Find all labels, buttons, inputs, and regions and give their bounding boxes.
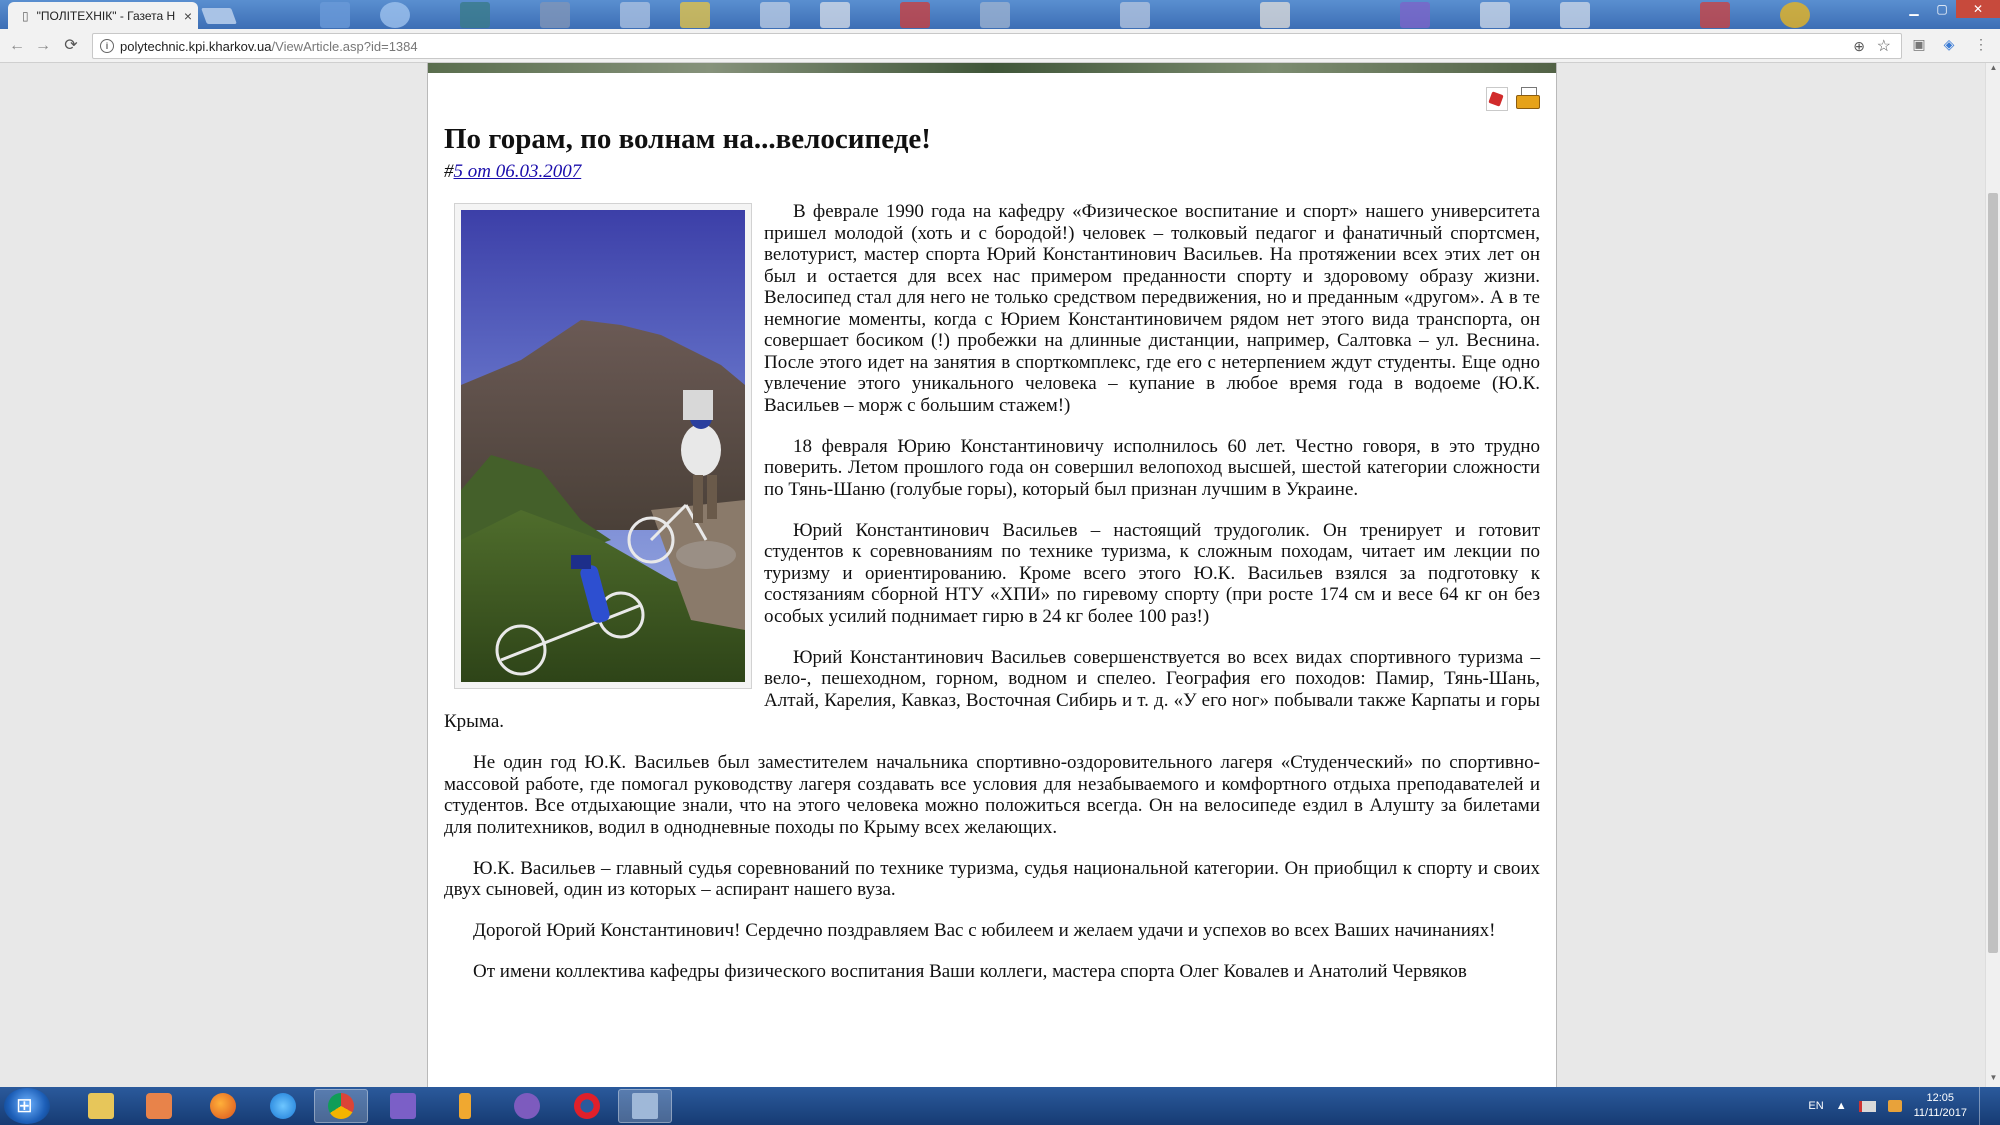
background-icon bbox=[1780, 2, 1810, 28]
article-title: По горам, по волнам на...велосипеде! bbox=[444, 123, 931, 155]
taskbar-window-app[interactable] bbox=[618, 1089, 672, 1123]
clock[interactable] bbox=[1914, 1091, 1967, 1121]
vertical-scrollbar[interactable] bbox=[1985, 63, 2000, 1087]
extension-icon[interactable]: ▣ bbox=[1912, 36, 1926, 52]
scroll-down-icon[interactable]: ▼ bbox=[1989, 1073, 1998, 1082]
address-bar[interactable] bbox=[92, 33, 1902, 59]
window-icon bbox=[632, 1093, 658, 1119]
background-icon bbox=[1480, 2, 1510, 28]
article-paragraph: В феврале 1990 года на кафедру «Физическое воспитание и спорт» нашего университета пришел молодой (хоть и с бородой!) человек – толковый педагог и фанатичный спортсмен, велотурист, мастер спорта Юрий Константинович Васильев. На протяжении всех этих лет он был и остается для всех нас примером преданности спорту и здоровому образу жизни. Велосипед стал для него не только средством передвижения, но и преданным «другом». А в те немногие моменты, когда с Юрием Константиновичем рядом нет этого вида транспорта, он совершает босиком (!) пробежки на длинные дистанции, например, Салтовка – ул. Веснина. После этого идет на занятия в спорткомплекс, где его с нетерпением ждут студенты. Еще одно увлечение этого уникального человека – купание в любое время года в водоеме (Ю.К. Васильев – морж с большим стажем!) bbox=[764, 201, 1540, 416]
reload-button[interactable]: ⟳ bbox=[64, 37, 78, 54]
close-icon[interactable]: × bbox=[183, 7, 193, 24]
taskbar-internet-explorer[interactable] bbox=[256, 1089, 310, 1123]
star-icon[interactable]: ☆ bbox=[1876, 38, 1891, 55]
clock-date: 11/11/2017 bbox=[1913, 1107, 1967, 1119]
folder-icon bbox=[88, 1093, 114, 1119]
document-actions bbox=[1486, 87, 1540, 111]
browser-toolbar bbox=[0, 29, 2000, 63]
background-icon bbox=[1120, 2, 1150, 28]
article-paragraph: Юрий Константинович Васильев совершенствуется во всех видах спортивного туризма – вело-, пешеходном, горном, водном и спелео. География его походов: Памир, Тянь-Шань, Алтай, Карелия, Кавказ, Восточная Сибирь и т. д. «У его ног» побывали также Карпаты и горы Крыма. bbox=[444, 646, 1540, 732]
background-icon bbox=[460, 2, 490, 28]
article-paragraph: Не один год Ю.К. Васильев был заместителем начальника спортивно-оздоровительного лагеря «Студенческий» по спортивно-массовой работе, где помогал руководству лагеря создавать все условия для незабываемого и комфортного отдыха преподавателей и студентов. Все отдыхающие знали, что на этого человека можно положиться всегда. Он на велосипеде ездил в Алушту за билетами для политехников, водил в однодневные походы по Крыму всех желающих. bbox=[444, 752, 1540, 838]
background-icon bbox=[1400, 2, 1430, 28]
issue-link[interactable]: 5 от 06.03.2007 bbox=[453, 161, 582, 182]
url-path: /ViewArticle.asp?id=1384 bbox=[271, 38, 418, 54]
media-player-icon bbox=[146, 1093, 172, 1119]
firefox-icon bbox=[210, 1093, 236, 1119]
forward-button[interactable]: → bbox=[35, 37, 51, 54]
article-issue bbox=[444, 161, 1540, 183]
tray-expand-icon[interactable]: ▲ bbox=[1835, 1100, 1847, 1112]
background-icon bbox=[620, 2, 650, 28]
viber-icon bbox=[514, 1093, 540, 1119]
taskbar-chrome[interactable] bbox=[314, 1089, 368, 1123]
opera-icon bbox=[574, 1093, 600, 1119]
background-icon bbox=[900, 2, 930, 28]
pdf-icon[interactable] bbox=[1486, 87, 1508, 111]
internet-explorer-icon bbox=[270, 1093, 296, 1119]
browser-tab-strip bbox=[0, 0, 2000, 29]
background-icon bbox=[760, 2, 790, 28]
browser-tab[interactable] bbox=[8, 2, 198, 29]
print-icon[interactable] bbox=[1516, 87, 1540, 109]
article-paragraph: Юрий Константинович Васильев – настоящий трудоголик. Он тренирует и готовит студентов к соревнованиям по технике туризма, к сложным походам, читает им лекции по туризму и ориентированию. Кроме всего этого Ю.К. Васильев взялся за подготовку к состязаниям сборной НТУ «ХПИ» по гиревому спорту (при росте 174 см и весе 64 кг он без особых усилий поднимает гирю в 24 кг более 100 раз!) bbox=[764, 519, 1540, 627]
article-paragraph: Дорогой Юрий Константинович! Сердечно поздравляем Вас с юбилеем и желаем удачи и успехов во всех Ваших начинаниях! bbox=[473, 920, 1496, 941]
network-icon[interactable] bbox=[1888, 1100, 1902, 1112]
scrollbar-thumb[interactable] bbox=[1988, 193, 1998, 953]
clock-time: 12:05 bbox=[1926, 1092, 1955, 1104]
page-icon: ▯ bbox=[22, 8, 29, 23]
page-viewport bbox=[0, 63, 1985, 1087]
taskbar bbox=[0, 1087, 2000, 1125]
scroll-up-icon[interactable]: ▲ bbox=[1989, 63, 1998, 72]
tab-title: "ПОЛІТЕХНІК" - Газета Н bbox=[36, 8, 176, 23]
article-paragraph: От имени коллектива кафедры физического воспитания Ваши коллеги, мастера спорта Олег Ковалев и Анатолий Червяков bbox=[473, 961, 1467, 982]
new-tab-button[interactable] bbox=[201, 8, 237, 24]
article-page bbox=[427, 63, 1557, 1087]
maximize-icon[interactable]: ▢ bbox=[1936, 2, 1948, 16]
visual-studio-icon bbox=[390, 1093, 416, 1119]
close-icon[interactable]: ✕ bbox=[1956, 0, 2000, 18]
pencil-icon bbox=[459, 1093, 471, 1119]
system-tray bbox=[1808, 1087, 1990, 1125]
language-indicator[interactable]: EN bbox=[1808, 1100, 1824, 1112]
zoom-icon[interactable]: ⊕ bbox=[1853, 37, 1865, 54]
url-host: polytechnic.kpi.kharkov.ua bbox=[120, 38, 272, 54]
issue-prefix: # bbox=[444, 161, 454, 182]
background-icon bbox=[1260, 2, 1290, 28]
background-icon bbox=[980, 2, 1010, 28]
minimize-icon[interactable]: ▁ bbox=[1909, 2, 1919, 16]
taskbar-explorer[interactable] bbox=[74, 1089, 128, 1123]
chrome-icon bbox=[328, 1093, 354, 1119]
photo-image bbox=[461, 210, 745, 682]
background-icon bbox=[680, 2, 710, 28]
taskbar-firefox[interactable] bbox=[196, 1089, 250, 1123]
taskbar-viber[interactable] bbox=[500, 1089, 554, 1123]
site-banner bbox=[428, 63, 1556, 73]
background-icon bbox=[1700, 2, 1730, 28]
info-icon[interactable]: i bbox=[100, 39, 114, 53]
taskbar-visual-studio[interactable] bbox=[376, 1089, 430, 1123]
back-button[interactable]: ← bbox=[9, 37, 25, 54]
start-button[interactable] bbox=[4, 1088, 50, 1124]
taskbar-opera[interactable] bbox=[560, 1089, 614, 1123]
article-paragraph: Ю.К. Васильев – главный судья соревнований по технике туризма, судья национальной категории. Он приобщил к спорту и своих двух сыновей, один из которых – аспирант нашего вуза. bbox=[444, 857, 1540, 900]
flag-icon[interactable] bbox=[1859, 1101, 1876, 1112]
background-icon bbox=[380, 2, 410, 28]
window-controls bbox=[1900, 0, 2000, 20]
menu-icon[interactable]: ⋮ bbox=[1974, 36, 1988, 52]
background-icon bbox=[1560, 2, 1590, 28]
mountain-cyclist-photo bbox=[454, 203, 752, 689]
show-desktop-button[interactable] bbox=[1979, 1087, 1990, 1125]
extension-icon[interactable]: ◈ bbox=[1943, 36, 1955, 52]
article bbox=[444, 121, 1540, 1002]
background-icon bbox=[820, 2, 850, 28]
article-paragraph: 18 февраля Юрию Константиновичу исполнилось 60 лет. Честно говоря, в это трудно поверить. Летом прошлого года он совершил велопоход высшей, шестой категории сложности по Тянь-Шаню (голубые горы), который был признан лучшим в Украине. bbox=[764, 435, 1540, 500]
taskbar-pencil-app[interactable] bbox=[438, 1089, 492, 1123]
taskbar-media-player[interactable] bbox=[132, 1089, 186, 1123]
background-icon bbox=[320, 2, 350, 28]
background-icon bbox=[540, 2, 570, 28]
